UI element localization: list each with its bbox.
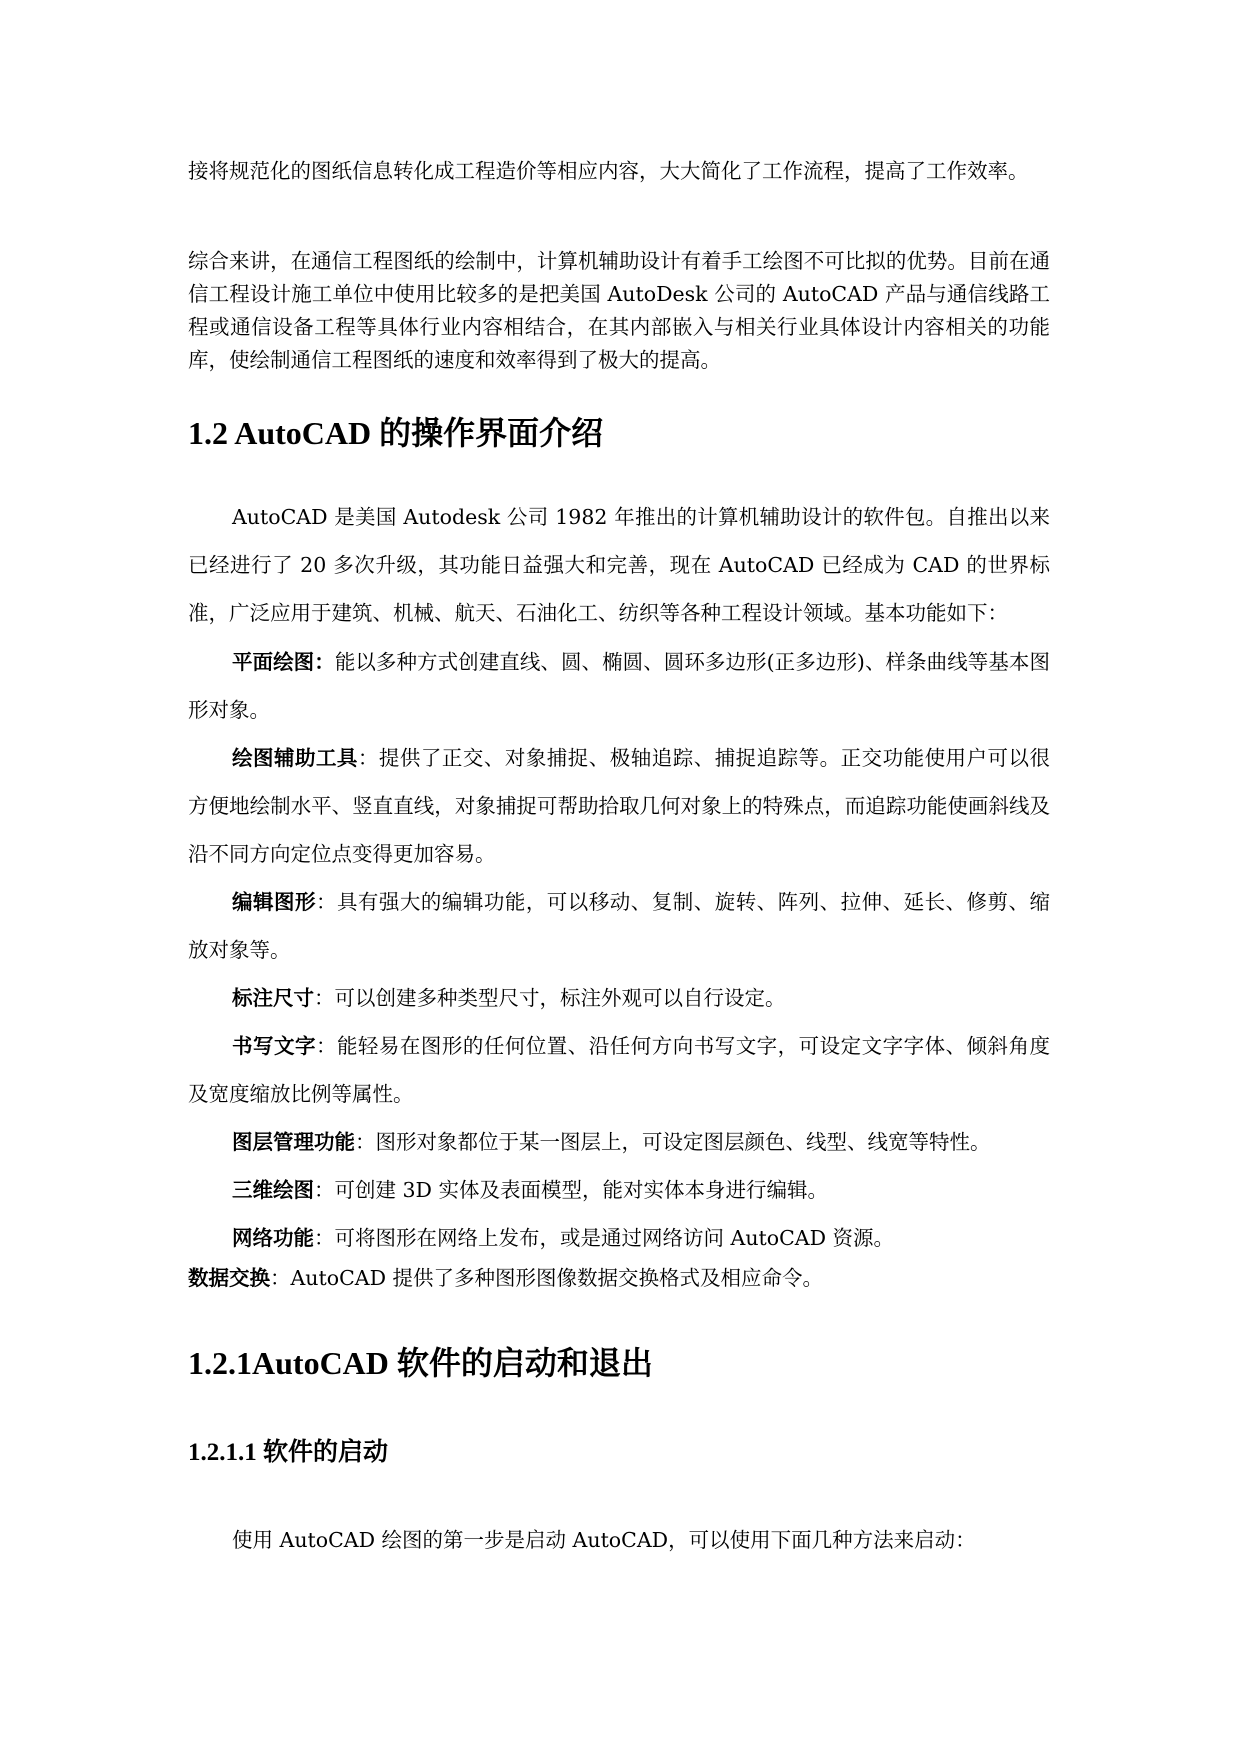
feature-item-dimensioning — [188, 974, 1050, 1022]
section-heading-1-2-1: 1.2.1AutoCAD 软件的启动和退出 — [188, 1345, 653, 1381]
feature-desc: ：AutoCAD 提供了多种图形图像数据交换格式及相应命令。 — [270, 1266, 824, 1290]
feature-term: 绘图辅助工具 — [232, 746, 358, 770]
feature-desc: ：提供了正交、对象捕捉、极轴追踪、捕捉追踪等。正交功能使用户可以很方便地绘制水平、竖直直线，对象捕捉可帮助拾取几何对象上的特殊点，而追踪功能使画斜线及沿不同方向定位点变得更加容易。 — [188, 746, 1050, 866]
feature-item-text — [188, 1022, 1050, 1118]
feature-term: 编辑图形 — [232, 890, 316, 914]
section-heading-1-2: 1.2 AutoCAD 的操作界面介绍 — [188, 415, 604, 451]
section-heading-1-2-1-1: 1.2.1.1 软件的启动 — [188, 1439, 389, 1466]
feature-item-data-exchange — [188, 1262, 1050, 1295]
paragraph-advantages: 综合来讲，在通信工程图纸的绘制中，计算机辅助设计有着手工绘图不可比拟的优势。目前在通信工程设计施工单位中使用比较多的是把美国 AutoDesk 公司的 AutoCAD 产品与通信线路工程或通信设备工程等具体行业内容相结合，在其内部嵌入与相关行业具体设计内容相关的功能库，使绘制通信工程图纸的速度和效率得到了极大的提高。 — [188, 249, 1050, 372]
feature-term: 书写文字 — [232, 1034, 316, 1058]
feature-term: 网络功能 — [232, 1226, 314, 1250]
feature-item-3d — [188, 1166, 1050, 1214]
feature-desc: ：图形对象都位于某一图层上，可设定图层颜色、线型、线宽等特性。 — [355, 1130, 991, 1154]
feature-desc: 能以多种方式创建直线、圆、椭圆、圆环多边形(正多边形)、样条曲线等基本图形对象。 — [188, 650, 1050, 722]
paragraph-startup-methods: 使用 AutoCAD 绘图的第一步是启动 AutoCAD，可以使用下面几种方法来启动： — [232, 1528, 976, 1552]
feature-desc: ：可创建 3D 实体及表面模型，能对实体本身进行编辑。 — [314, 1178, 829, 1202]
feature-item-plane-drawing — [188, 638, 1050, 734]
feature-term: 平面绘图： — [232, 650, 335, 674]
feature-term: 图层管理功能 — [232, 1130, 355, 1154]
feature-desc: ：具有强大的编辑功能，可以移动、复制、旋转、阵列、拉伸、延长、修剪、缩放对象等。 — [188, 890, 1051, 962]
feature-item-edit-graphics — [188, 878, 1050, 974]
paragraph-workflow: 接将规范化的图纸信息转化成工程造价等相应内容，大大简化了工作流程，提高了工作效率。 — [188, 159, 1029, 183]
feature-item-layers — [188, 1118, 1050, 1166]
feature-item-drawing-aids — [188, 734, 1050, 878]
feature-term: 数据交换 — [188, 1266, 270, 1290]
feature-term: 三维绘图 — [232, 1178, 314, 1202]
feature-term: 标注尺寸 — [232, 986, 314, 1010]
feature-desc: ：能轻易在图形的任何位置、沿任何方向书写文字，可设定文字字体、倾斜角度及宽度缩放比例等属性。 — [188, 1034, 1051, 1106]
feature-desc: ：可将图形在网络上发布，或是通过网络访问 AutoCAD 资源。 — [314, 1226, 895, 1250]
feature-item-network — [188, 1214, 1050, 1262]
feature-desc: ：可以创建多种类型尺寸，标注外观可以自行设定。 — [314, 986, 786, 1010]
paragraph-autocad-intro: AutoCAD 是美国 Autodesk 公司 1982 年推出的计算机辅助设计的软件包。自推出以来已经进行了 20 多次升级，其功能日益强大和完善，现在 AutoCAD 已经成为 CAD 的世界标准，广泛应用于建筑、机械、航天、石油化工、纺织等各种工程设计领域。基本功能如下： — [188, 505, 1050, 625]
